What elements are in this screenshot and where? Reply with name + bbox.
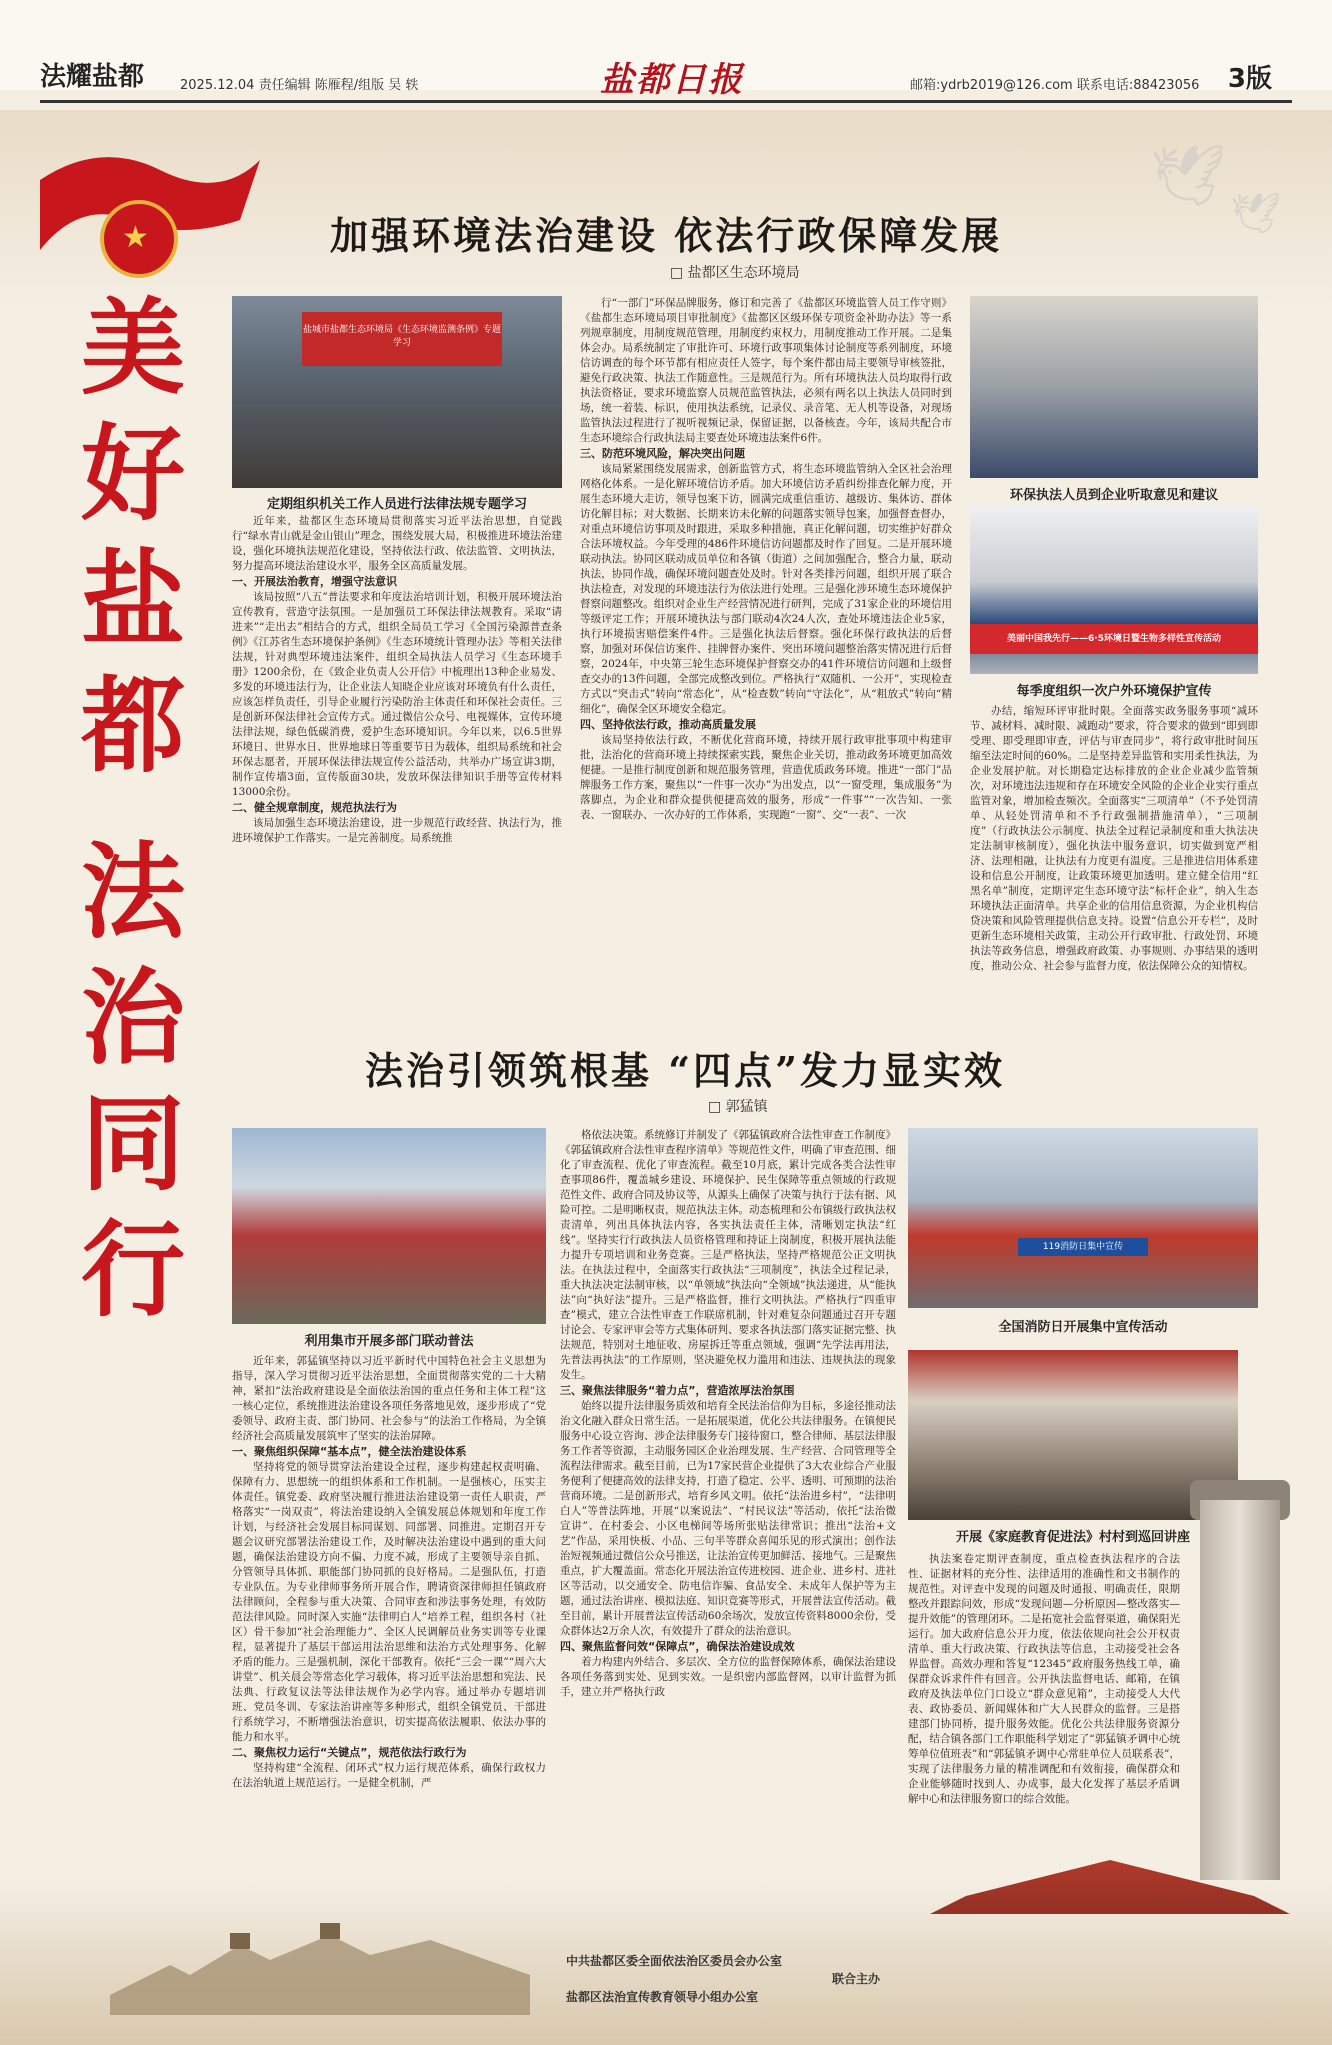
article1-title: 加强环境法治建设 依法行政保障发展	[330, 213, 1003, 258]
paragraph: 坚持将党的领导贯穿法治建设全过程，逐步构建起权责明确、保障有力、思想统一的组织体系和工作机制。一是强核心，压实主体责任。镇党委、政府坚决履行推进法治建设第一责任人职责，严格落实“一岗双责”，将法治建设纳入全镇发展总体规划和年度工作计划，与经济社会发展目标同谋划、同部署、同推进。定期召开专题会议研究部署法治建设工作，及时解决法治建设中遇到的重大问题，确保法治建设方向不偏、力度不减，形成了主要领导亲自抓、分管领导具体抓、职能部门协同抓的良好格局。二是强队伍，打造专业队伍。为专业律师事务所开展合作，聘请资深律师担任镇政府法律顾问，全程参与重大决策、合同审查和涉法事务处理，有效防范法律风险。同时深入实施“法律明白人”培养工程，组织各村（社区）骨干参加“社会治理能力”、全区人民调解员业务实训等专业课程，显著提升了基层干部运用法治思维和法治方式处理事务、化解矛盾的能力。三是强机制，深化干部教育。依托“三会一课”“周六大讲堂”、机关晨会等常态化学习载体，将习近平法治思想和宪法、民法典、行政复议法等法律法规作为必学内容。通过举办专题培训班、党员冬训、专家法治讲座等多种形式，组织全镇党员、干部进行系统学习，不断增强法治意识，切实提高依法履职、依法办事的能力和水平。	[232, 1461, 546, 1743]
paragraph: 近年来，盐都区生态环境局贯彻落实习近平法治思想，自觉践行“绿水青山就是金山银山”理念，围绕发展大局，积极推进环境法治建设，强化环境执法规范化建设，坚持依法行政、依法监管、文明执法，努力提高环境法治建设水平，服务全区高质量发展。	[232, 515, 562, 572]
article1-photo2-caption: 环保执法人员到企业听取意见和建议	[1009, 488, 1218, 503]
meeting-banner: 盐城市盐都生态环境局《生态环境监测条例》专题学习	[302, 312, 502, 366]
paragraph: 执法案卷定期评查制度，重点检查执法程序的合法性、证据材料的充分性、法律适用的准确性和文书制作的规范性。对评查中发现的问题及时通报、明确责任，限期整改并跟踪问效，形成“发现问题—分析原因—整改落实—提升效能”的管理闭环。二是拓宽社会监督渠道，确保阳光运行。加大政府信息公开力度，依法依规向社会公开权责清单、重大行政决策、行政执法等信息，主动接受社会各界监督。高效办理和答复“12345”政府服务热线工单，确保群众诉求件件有回音。公开执法监督电话、邮箱，在镇政府及执法单位门口设立“群众意见箱”，主动接受人大代表、政协委员、新闻媒体和广大人民群众的监督。三是搭建部门协同桥，提升服务效能。优化公共法律服务资源分配，结合镇各部门工作职能科学划定了“郭猛镇矛调中心统筹单位值班表”和“郭猛镇矛调中心常驻单位人员联系表”，实现了法律服务力量的精准调配和有效衔接，确保群众和企业能够随时找到人、办成事，最大化发挥了基层矛盾调解中心和法律服务窗口的综合效能。	[908, 1553, 1180, 1805]
section-heading: 二、健全规章制度，规范执法行为	[232, 801, 397, 814]
article2-photo2-caption: 全国消防日开展集中宣传活动	[998, 1320, 1168, 1335]
section-heading: 二、聚焦权力运行“关键点”，规范依法行政行为	[232, 1746, 467, 1759]
article1-photo1-caption: 定期组织机关工作人员进行法律法规专题学习	[266, 497, 527, 512]
huabiao-pillar-icon	[1200, 1500, 1280, 1940]
section-heading: 三、防范环境风险，解决突出问题	[580, 447, 745, 460]
column-name: 法耀盐都	[40, 62, 145, 92]
article2-photo-fire-day	[908, 1128, 1258, 1308]
section-heading: 三、聚焦法律服务“着力点”，营造浓厚法治氛围	[560, 1384, 795, 1397]
paragraph: 办结，缩短环评审批时限。全面落实政务服务事项“减环节、减材料、减时限、减跑动”要求，符合要求的做到“即到即受理、即受理即审查，评估与审查同步”，将行政审批时间压缩至法定时间的60%。二是坚持差异监管和实用柔性执法，为企业发展护航。对长期稳定达标排放的企业企业减少监管频次，对环境违法违规和存在环境安全风险的企业企业实行重点监管对象，增加检查频次。全面落实“三项清单”（不予处罚清单、从轻处罚清单和不予行政强制措施清单），“三项制度”（行政执法公示制度、执法全过程记录制度和重大执法决定法制审核制度），强化执法中服务意识，切实做到宽严相济、法理相融，让执法有力度更有温度。三是推进信用体系建设和信息公开制度，让政策环境更加透明。建立健全信用“红黑名单”制度，定期评定生态环境守法“标杆企业”，纳入生态环境执法正面清单。共享企业的信用信息资源，为企业机构信贷决策和风险管理提供信息支持。设置“信息公开专栏”，及时更新生态环境相关政策，主动公开行政审批、行政处罚、环境执法等政务信息，增强政府政策、办事规则、办事结果的透明度，推动公众、社会参与监督力度，依法保障公众的知情权。	[970, 705, 1258, 972]
article1-photo3-caption: 每季度组织一次户外环境保护宣传	[1016, 684, 1212, 699]
article2-byline: □ 郭猛镇	[708, 1099, 768, 1115]
article2-photo-market-campaign	[232, 1128, 546, 1324]
side-title-char: 治	[80, 956, 185, 1079]
joint-organizer-label: 联合主办	[832, 1972, 881, 1986]
paragraph: 格依法决策。系统修订并制发了《郭猛镇政府合法性审查工作制度》《郭猛镇政府合法性审查程序清单》等规范性文件，明确了审查范围、细化了审查流程、优化了审查流程。截至10月底，累计完成各类合法性审查事项86件，覆盖城乡建设、环境保护、民生保障等重点领域的行政规范性文件、政府合同及协议等，从源头上确保了决策与执行于法有据、风险可控。二是明晰权责，规范执法主体。动态梳理和公布镇级行政执法权责清单，列出具体执法内容，各实执法责任主体，清晰划定执法“红线”。坚持实行行政执法人员资格管理和持证上岗制度，积极开展执法能力提升专项培训和业务竞赛。三是严格执法，坚持严格规范公正文明执法。在执法过程中，全面落实行政执法“三项制度”，执法全过程记录，重大执法决定法制审核，以“单领域”执法向“全领域”执法递进，从“能执法”向“执好法”提升。三是严格监督，推行文明执法。严格执行“四重审查”模式，建立合法性审查工作联席机制，针对难复杂问题通过召开专题讨论会、专家评审会等方式集体研判、要求各执法部门落实证据完整、执法规范，特别对土地征收、房屋拆迁等重点领域，强调“先学法再用法，先普法再执法”的工作原则，坚决避免权力滥用和违法、违规执法的现象发生。	[560, 1129, 896, 1381]
paragraph: 近年来，郭猛镇坚持以习近平新时代中国特色社会主义思想为指导，深入学习贯彻习近平法治思想，全面贯彻落实党的二十大精神，紧扣“法治政府建设是全面依法治国的重点任务和主体工程”这一核心定位，系统推进法治建设各项任务落地见效，逐步形成了“党委领导、政府主责、部门协同、社会参与”的法治工作格局，为全镇经济社会高质量发展筑牢了坚实的法治屏障。	[232, 1355, 546, 1442]
section-heading: 一、开展法治教育，增强守法意识	[232, 575, 397, 588]
page-number: 3版	[1227, 64, 1272, 94]
article1-column2	[580, 296, 952, 998]
article2-photo1-caption: 利用集市开展多部门联动普法	[304, 1334, 474, 1349]
article1-photo-outdoor-campaign	[970, 506, 1258, 674]
side-title-char: 同	[80, 1082, 185, 1205]
paragraph: 该局按照“八五”普法要求和年度法治培训计划，积极开展环境法治宣传教育，营造守法氛围。一是加强员工环保法律法规教育。采取“请进来”“走出去”相结合的方式，组织全局员工学习《全国污染源普查条例》《江苏省生态环境保护条例》《生态环境统计管理办法》等相关法律法规，针对典型环境违法案件，组织全局执法人员学习《生态环境手册》1200余份，在《致企业负责人公开信》中梳理出13种企业易发、多发的环境违法行为，让企业法人知晓企业应该对环境负有什么责任，应该怎样负责任，引导企业履行污染防治主体责任和环保社会责任。三是创新环保法律社会宣传方式。通过微信公众号、电视媒体，宣传环境法律法规，绿色低碳消费，爱护生态环境知识。今年以来，以6.5世界环境日、世界水日、世界地球日等重要节日为载体，组织局系统和社会环保志愿者，开展环保法律法规宣传公益活动，共举办广场宣讲3期，制作宣传墙3面，宣传版面30块，发放环保法律知识手册等宣传材料13000余份。	[232, 591, 562, 798]
paragraph: 该局坚持依法行政，不断优化营商环境，持续开展行政审批事项中构建审批，法治化的营商环境上持续探索实践，聚焦企业关切，推动政务环境更加高效便捷。一是推行制度创新和规范服务管理，营造优质政务环境。推进“一部门”品牌服务工作方案，聚焦以“一件事一次办”为出发点，以“一窗受理，集成服务”为落脚点，为企业和群众提供便捷高效的服务，形成“一件事”“一次告知、一张表、一窗联办、一次办好的工作体系，实现跑“一窗”、交“一表”、一次	[580, 734, 952, 821]
paragraph: 行“一部门”环保品牌服务，修订和完善了《盐都区环境监管人员工作守则》《盐都生态环境局项目审批制度》《盐都区区级环保专项资金补助办法》等一系列规章制度，用制度规范管理，用制度约束权力，用制度推动工作开展。二是集体会办。局系统制定了审批许可、环境行政事项集体讨论制度等系列制度，环境信访调查的每个环节都有相应责任人签字，每个案件都由局主要领导审核签批，避免行政决策、执法工作随意性。三是规范行为。所有环境执法人员均取得行政执法资格证，要求环境监察人员规范监管执法，必须有两名以上执法人员同时到场，统一着装、标识，使用执法系统，记录仪、录音笔、无人机等设备，对现场监管执法过程进行了视听视频记录，保留证据，以备核查。今年，该局共配合市生态环境综合行政执法局主要查处环境违法案件6件。	[580, 297, 952, 444]
side-title-char: 都	[80, 664, 185, 787]
paragraph: 着力构建内外结合、多层次、全方位的监督保障体系，确保法治建设各项任务落到实处、见到实效。一是织密内部监督网，以审计监督为抓手，建立并严格执行政	[560, 1656, 896, 1698]
side-title-char: 法	[80, 830, 185, 953]
side-title-char: 行	[80, 1208, 185, 1331]
article1-byline: □ 盐都区生态环境局	[670, 265, 800, 281]
contact-info: 邮箱:ydrb2019@126.com 联系电话:88423056	[910, 78, 1200, 93]
campaign-banner: 美丽中国我先行——6·5环境日暨生物多样性宣传活动	[970, 624, 1258, 654]
article2-photo-lecture	[908, 1350, 1238, 1520]
bird-icon: 🕊	[1230, 191, 1281, 237]
paragraph: 始终以提升法律服务质效和培育全民法治信仰为目标，多途径推动法治文化融入群众日常生活。一是拓展渠道，优化公共法律服务。在镇便民服务中心设立咨询、涉企法律服务专门接待窗口，整合律师、基层法律服务工作者等资源，主动服务园区企业治理发展、生产经营、合同管理等全流程法律需求。截至目前，已为17家民营企业提供了3大农业综合产业服务便利了便捷高效的法律支持，打造了稳定、公平、透明、可预期的法治营商环境。二是创新形式，培育乡风文明。依托“法治进乡村”，“法律明白人”等普法阵地，开展“以案说法”、“村民议法”等活动，依托“法治微宣讲”、在村委会、小区电梯间等场所张贴法律常识；推出“法治+文艺”作品，采用快板、小品、三句半等群众喜闻乐见的形式演出；创作法治短视频通过微信公众号推送，让法治宣传更加鲜活、接地气。三是聚焦重点，扩大覆盖面。常态化开展法治宣传进校园、进企业、进乡村、进社区等活动，以交通安全、防电信诈骗、食品安全、未成年人保护等为主题，通过法治讲座、模拟法庭、知识竞赛等形式，开展普法宣传活动。截至目前，累计开展普法宣传活动60余场次，发放宣传资料8000余份，受众群体达2万余人次，有效提升了群众的法治意识。	[560, 1400, 896, 1637]
article2-column2	[560, 1128, 896, 1860]
article1-photo-enterprise-visit	[970, 296, 1258, 478]
organizer-1: 中共盐都区委全面依法治区委员会办公室	[566, 1954, 783, 1968]
star-icon: ★	[122, 220, 149, 255]
header-rule	[40, 100, 1292, 103]
article1-column1	[232, 514, 562, 998]
side-title-char: 美	[80, 286, 185, 409]
masthead	[0, 0, 1332, 100]
great-wall-icon	[110, 1905, 530, 2015]
side-title-char: 好	[80, 412, 185, 535]
fire-day-banner: 119消防日集中宣传	[1018, 1238, 1148, 1256]
article2-title: 法治引领筑根基 “四点”发力显实效	[365, 1048, 1005, 1093]
paragraph: 该局加强生态环境法治建设，进一步规范行政经营、执法行为，推进环境保护工作落实。一是完善制度。局系统推	[232, 817, 562, 844]
article1-column3	[970, 704, 1258, 998]
paragraph: 坚持构建“全流程、闭环式”权力运行规范体系，确保行政权力在法治轨道上规范运行。一是健全机制，严	[232, 1762, 546, 1789]
newspaper-logo: 盐都日报	[600, 60, 744, 100]
paragraph: 该局紧紧围绕发展需求，创新监管方式，将生态环境监管纳入全区社会治理网格化体系。一是化解环境信访矛盾。加大环境信访矛盾纠纷排查化解力度，开展生态环境大走访，领导包案下访，圆满完成重信重访、越级访、集体访、群体访化解目标；对大数据、长期来访未化解的问题落实领导包案，加强督查督办，对重点环境信访事项及时跟进，采取多种措施，真正化解问题，切实维护好群众合法环境权益。今年受理的486件环境信访问题都及时作了回复。二是开展环境联动执法。协同区联动成员单位和各镇（街道）之间加强配合，整合力量，联动执法，协同作战，确保环境问题查处及时。针对各类排污问题，组织开展了联合执法检查，对发现的环境违法行为依法进行处理。三是强化涉环境生态环境保护督察问题整改。组织对企业生产经营情况进行研判，完成了31家企业的环境信用等级评定工作；开展环境执法与部门联动4次24人次，查处环境违法企业5家，执行环境损害赔偿案件4件。三是强化执法后督察。强化环保行政执法的后督察，加强对环保信访案件、挂牌督办案件、突出环境问题整治落实情况进行后督察，2024年，中央第三轮生态环境保护督察交办的41件环境信访问题和上级督查交办的13件问题，全部完成整改到位。严格执行“双随机、一公开”，实现检查方式以“突击式”转向“常态化”，从“检查数”转向“守法化”，从“粗放式”转向“精细化”，确保全区环境安全稳定。	[580, 463, 952, 715]
organizer-2: 盐都区法治宣传教育领导小组办公室	[566, 1990, 759, 2004]
edition-meta: 2025.12.04 责任编辑 陈雁程/组版 吴 轶	[180, 78, 419, 93]
article2-column1	[232, 1354, 546, 1860]
article2-photo3-caption: 开展《家庭教育促进法》村村到巡回讲座	[955, 1530, 1190, 1545]
section-heading: 四、聚焦监督问效“保障点”，确保法治建设成效	[560, 1640, 795, 1653]
article1-photo-meeting	[232, 296, 562, 488]
article2-column3	[908, 1552, 1180, 1860]
section-heading: 一、聚焦组织保障“基本点”，健全法治建设体系	[232, 1445, 467, 1458]
side-title	[68, 285, 198, 1333]
section-heading: 四、坚持依法行政，推动高质量发展	[580, 718, 756, 731]
bird-icon: 🕊	[1150, 141, 1227, 211]
side-title-char: 盐	[80, 538, 185, 661]
